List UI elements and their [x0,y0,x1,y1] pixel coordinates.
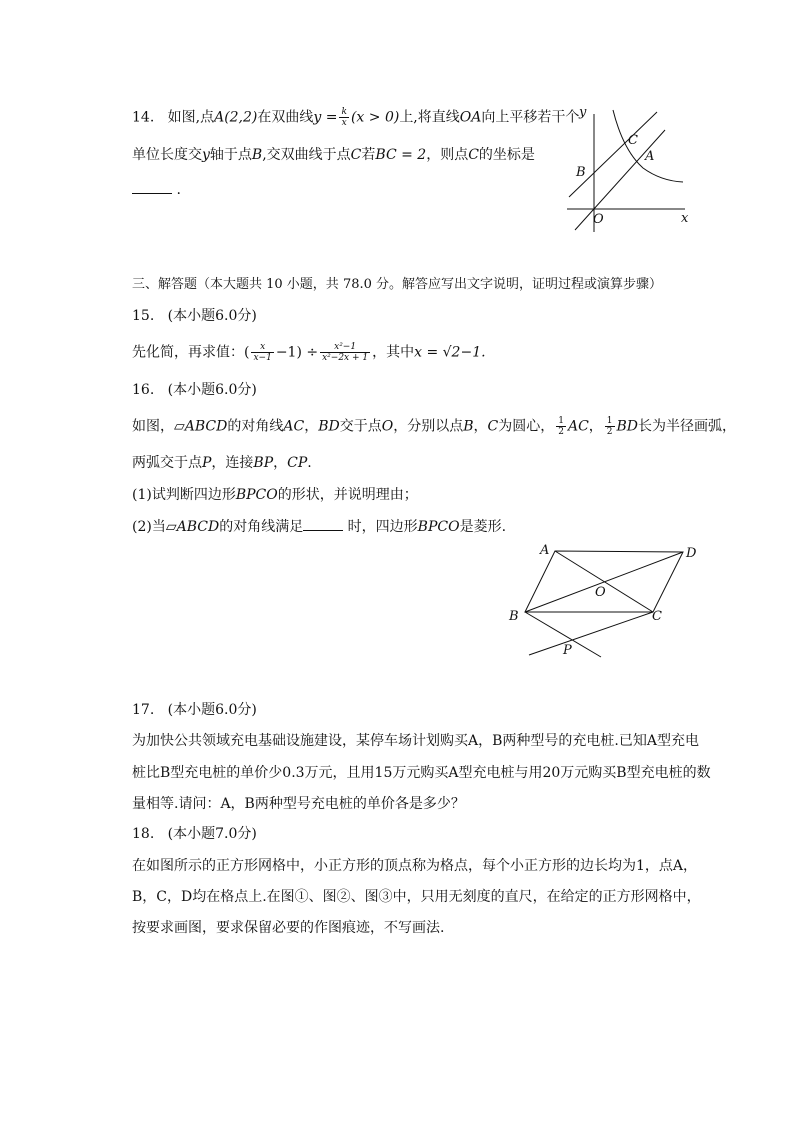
label-y: y [579,105,587,120]
label-o: O [593,212,604,227]
q14-text: 的坐标是 [478,147,535,163]
label-b: B [576,165,586,180]
frac-denominator: x−1 [253,353,272,363]
q16-text: 长为半径画弧， [638,418,737,435]
point-o: O [381,418,394,435]
fraction-main [320,342,370,363]
q15-number: 15. [132,308,155,324]
q16-text: 如图， [132,418,174,435]
q16-text: 为圆心， [498,418,555,435]
q18-number: 18. [132,826,155,842]
answer-blank[interactable] [303,518,343,531]
separator: ， [588,418,603,435]
segment-ac: AC [283,418,305,435]
q16-sub1 [132,485,418,505]
q16-text: 是菱形. [459,519,507,535]
q14-text: 单位长度交 [132,147,202,163]
q14-text: 向上平移若干个 [481,109,580,126]
q17-line2: 桩比B型充电桩的单价少0.3万元，且用15万元购买A型充电桩与用20万元购买B型充电桩的数 [132,765,711,781]
axis-y-label: y [202,147,210,163]
label-o: O [595,585,606,600]
segment-bp: BP [253,455,274,471]
frac-numerator: x [251,342,273,353]
point-c: C [487,418,499,435]
label-p: P [563,643,572,658]
fraction-x-over-x-1 [251,342,273,363]
q17-number: 17. [132,702,155,718]
q15-score: (本小题6.0分) [167,308,257,324]
q16-text: 交于点 [339,418,382,435]
segment-bd: BD [318,418,340,435]
section-title: 三、解答题（本大题共 10 小题，共 78.0 分。解答应写出文字说明，证明过程或演算步骤） [132,277,663,292]
q14-text: 轴于点 [209,147,252,163]
segment-ac: AC [567,418,589,435]
q16-line1 [132,416,736,437]
func-condition: (x > 0) [350,109,400,126]
frac-denominator: 2 [606,427,613,437]
separator: ， [273,455,288,471]
q15-text: ，其中 [372,344,415,361]
q17-line1: 为加快公共领域充电基础设施建设，某停车场计划购买A，B两种型号的充电桩.已知A型充电 [132,733,699,749]
point-c: C [350,147,362,163]
q16-sub2 [132,517,506,537]
label-c: C [628,133,638,148]
q16-text: 两弧交于点 [132,455,202,471]
q14-text: ,交双曲线于点 [262,147,351,163]
q14-line1 [132,107,579,128]
frac-numerator: 1 [558,416,564,426]
q15-text: 先化简，再求值：( [132,344,250,361]
parallelogram-abcd: ▱ABCD [174,418,228,435]
q14-line3 [132,180,181,200]
q16-text: ，连接 [211,455,254,471]
q14-text: 如图,点 [167,109,215,126]
label-d: D [686,546,697,561]
q16-number: 16. [132,382,155,398]
separator: ， [304,418,319,435]
q17-header [132,700,257,720]
q16-text: ，分别以点 [393,418,464,435]
q16-score: (本小题6.0分) [167,382,257,398]
diagonal-bd [525,552,683,612]
q14-number: 14. [132,109,155,126]
frac-denominator: 2 [558,427,564,437]
answer-blank[interactable] [132,181,172,194]
frac-numerator: 1 [606,416,613,426]
q18-score: (本小题7.0分) [167,826,257,842]
period: . [307,455,312,471]
q16-text: (2)当 [132,519,166,535]
fraction-half [556,416,566,437]
q16-header [132,380,257,400]
frac-numerator: k [341,107,347,117]
fraction-half [605,416,615,437]
q18-line1: 在如图所示的正方形网格中，小正方形的顶点称为格点，每个小正方形的边长均为1，点A， [132,858,698,874]
label-x: x [681,211,689,226]
q16-text: 的对角线 [227,418,284,435]
label-b: B [509,609,519,624]
q16-line2 [132,453,312,473]
quad-bpco: BPCO [417,519,460,535]
q15-text: −1) ÷ [275,344,319,361]
separator: ， [473,418,488,435]
point-a-coord: A(2,2) [214,109,258,126]
func-y: y = [313,109,338,126]
frac-denominator: x [341,118,347,128]
q18-header [132,824,257,844]
period: . [176,182,181,198]
q18-line3: 按要求画图，要求保留必要的作图痕迹，不写画法. [132,920,445,936]
frac-numerator: x²−1 [320,342,370,353]
q18-line2: B，C，D均在格点上.在图①、图②、图③中，只用无刻度的直尺，在给定的正方形网格中， [132,889,701,905]
label-a: A [645,149,655,164]
q15-problem [132,342,486,363]
segment-bd: BD [616,418,639,435]
q16-text: 的对角线满足 [219,519,304,535]
segment-cp [529,612,653,655]
line-oa: OA [459,109,482,126]
q14-text: ，则点 [426,147,469,163]
q17-line3: 量相等.请问：A，B两种型号充电桩的单价各是多少？ [132,796,465,812]
q15-header [132,306,257,326]
point-b: B [251,147,263,163]
line-oa [575,130,665,230]
q16-text: (1)试判断四边形 [132,487,236,503]
parallelogram-abcd: ▱ABCD [165,519,220,535]
bc-equation: BC = 2 [375,147,427,163]
label-a: A [540,543,550,558]
point-c: C [468,147,479,163]
segment-cp: CP [287,455,308,471]
line-bc [569,112,657,197]
fraction-k-over-x [339,107,348,128]
q16-figure [505,540,715,665]
point-p: P [202,455,212,471]
frac-denominator: x²−2x + 1 [322,353,369,363]
q16-text: 时，四边形 [347,519,418,535]
q14-figure [565,102,695,237]
q14-text: 上,将直线 [399,109,460,126]
q14-text: 在双曲线 [257,109,314,126]
quad-bpco: BPCO [235,487,278,503]
q17-score: (本小题6.0分) [167,702,257,718]
q14-line2 [132,145,535,165]
q14-text: 若 [361,147,376,163]
q16-text: 的形状，并说明理由； [277,487,418,503]
point-b: B [463,418,474,435]
label-c: C [652,609,662,624]
x-value: x = √2−1. [414,344,486,361]
